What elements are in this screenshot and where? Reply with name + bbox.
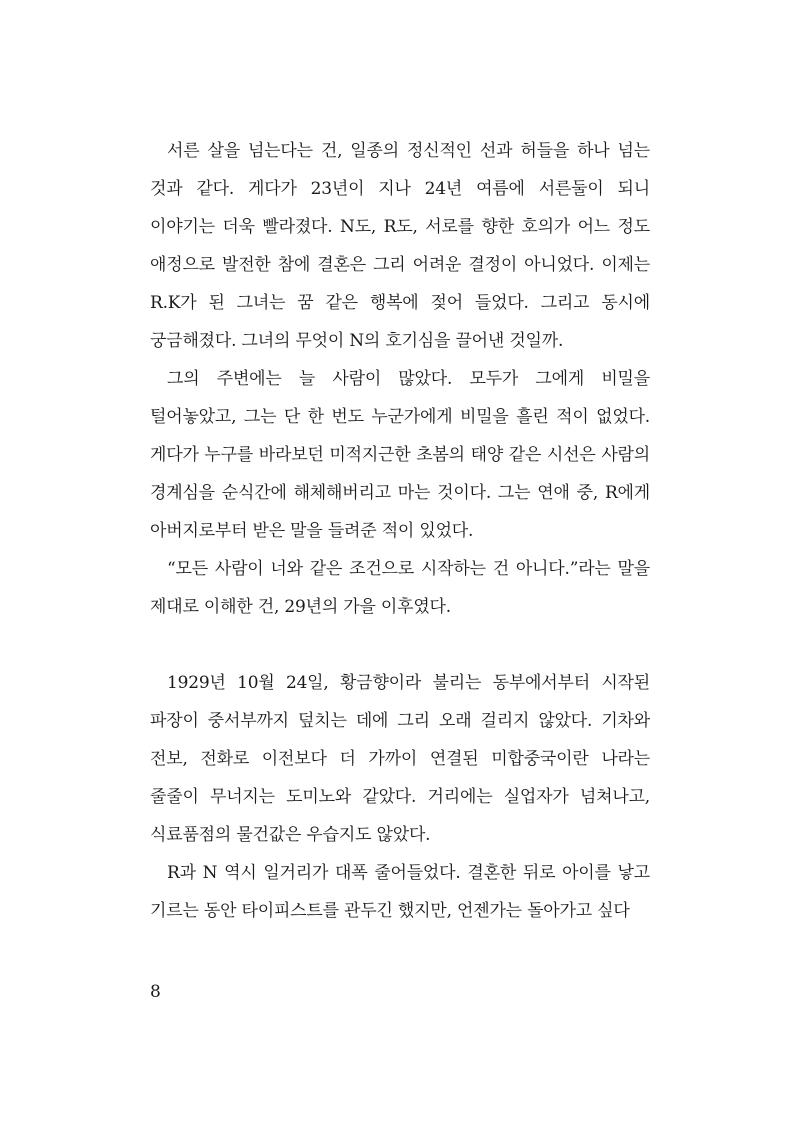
paragraph: 1929년 10월 24일, 황금향이라 불리는 동부에서부터 시작된 파장이 중서부까지 덮치는 데에 그리 오래 걸리지 않았다. 기차와 전보, 전화로 이전보다 더 가까이 연결된 미합중국이란 나라는 줄줄이 무너지는 도미노와 같았다. 거리에는 실업자가 넘쳐나고, 식료품점의 물건값은 우습지도 않았다. — [150, 673, 650, 845]
page-number: 8 — [150, 982, 161, 1002]
paragraph: “모든 사람이 너와 같은 조건으로 시작하는 건 아니다.”라는 말을 제대로 이해한 건, 29년의 가을 이후였다. — [150, 559, 650, 617]
body-text — [150, 132, 650, 930]
paragraph: 그의 주변에는 늘 사람이 많았다. 모두가 그에게 비밀을 털어놓았고, 그는 단 한 번도 누군가에게 비밀을 흘린 적이 없었다. 게다가 누구를 바라보던 미적지근한 초봄의 태양 같은 시선은 사람의 경계심을 순식간에 해체해버리고 마는 것이다. 그는 연애 중, R에게 아버지로부터 받은 말을 들려준 적이 있었다. — [150, 369, 650, 541]
paragraph: 서른 살을 넘는다는 건, 일종의 정신적인 선과 허들을 하나 넘는 것과 같다. 게다가 23년이 지나 24년 여름에 서른둘이 되니 이야기는 더욱 빨라졌다. N도, R도, 서로를 향한 호의가 어느 정도 애정으로 발전한 참에 결혼은 그리 어려운 결정이 아니었다. 이제는 R.K가 된 그녀는 꿈 같은 행복에 젖어 들었다. 그리고 동시에 궁금해졌다. 그녀의 무엇이 N의 호기심을 끌어낸 것일까. — [150, 141, 650, 351]
paragraph: R과 N 역시 일거리가 대폭 줄어들었다. 결혼한 뒤로 아이를 낳고 기르는 동안 타이피스트를 관두긴 했지만, 언젠가는 돌아가고 싶다 — [150, 863, 650, 921]
section-break — [150, 626, 650, 664]
